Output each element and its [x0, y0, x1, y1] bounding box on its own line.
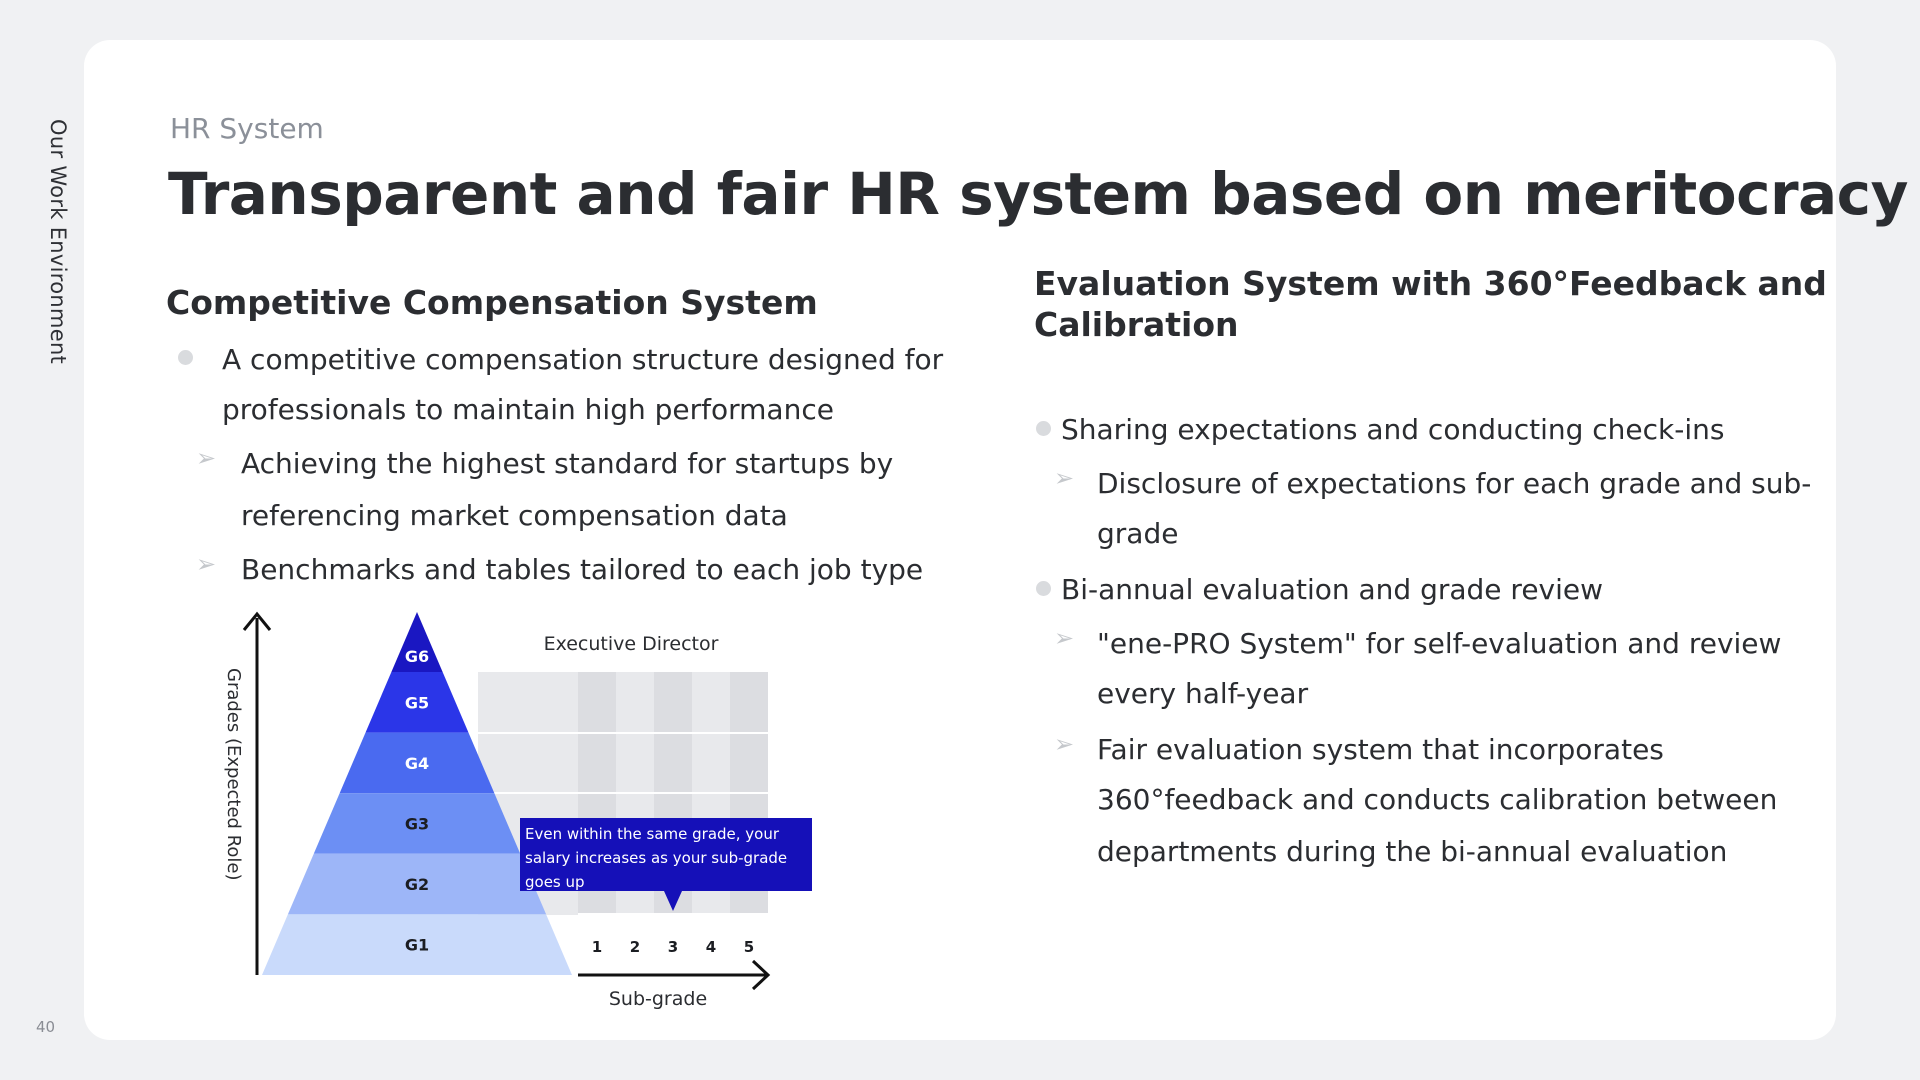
sub-bullet-arrow-icon: ➢	[1054, 464, 1075, 492]
evaluation-sub-2-line-2: every half-year	[1097, 677, 1309, 710]
sub-bullet-arrow-icon: ➢	[196, 444, 217, 472]
callout-text-line-1: Even within the same grade, your	[525, 825, 780, 843]
sidebar-section-label: Our Work Environment	[46, 119, 70, 365]
bullet-dot	[1036, 421, 1051, 436]
evaluation-heading-line-1: Evaluation System with 360°Feedback and	[1034, 264, 1827, 303]
evaluation-sub-3-line-3: departments during the bi-annual evaluation	[1097, 835, 1728, 868]
evaluation-sub-2-line-1: "ene-PRO System" for self-evaluation and review	[1097, 627, 1782, 660]
evaluation-heading	[1034, 263, 1827, 345]
bullet-dot	[178, 350, 193, 365]
evaluation-sub-3-line-2: 360°feedback and conducts calibration between	[1097, 783, 1778, 816]
compensation-bullet-1-line-2: professionals to maintain high performance	[222, 393, 834, 426]
evaluation-sub-3-line-1: Fair evaluation system that incorporates	[1097, 733, 1664, 766]
grade-label-g1: G1	[404, 935, 430, 955]
subgrade-label-3: 3	[667, 938, 679, 956]
eyebrow-label: HR System	[170, 112, 324, 145]
evaluation-heading-line-2: Calibration	[1034, 305, 1239, 344]
sub-bullet-arrow-icon: ➢	[196, 550, 217, 578]
page-title: Transparent and fair HR system based on meritocracy	[168, 160, 1908, 228]
subgrade-label-5: 5	[743, 938, 755, 956]
sub-bullet-arrow-icon: ➢	[1054, 730, 1075, 758]
evaluation-sub-1-line-1: Disclosure of expectations for each grade and sub-	[1097, 467, 1812, 500]
page-number: 40	[36, 1018, 56, 1036]
compensation-bullet-1-line-1: A competitive compensation structure designed for	[222, 343, 944, 376]
subgrade-label-4: 4	[705, 938, 717, 956]
callout-text-line-3: goes up	[525, 873, 585, 891]
compensation-sub-2-line-1: Benchmarks and tables tailored to each job type	[241, 553, 924, 586]
grade-label-g3: G3	[404, 814, 430, 834]
subgrade-label-2: 2	[629, 938, 641, 956]
x-axis-label: Sub-grade	[608, 988, 708, 1010]
grade-label-g4: G4	[404, 753, 430, 773]
bullet-dot	[1036, 581, 1051, 596]
evaluation-bullet-2: Bi-annual evaluation and grade review	[1061, 573, 1604, 606]
grade-label-g6: G6	[404, 647, 430, 666]
callout-text-line-2: salary increases as your sub-grade	[525, 849, 788, 867]
executive-director-label: Executive Director	[543, 633, 719, 655]
compensation-sub-1-line-2: referencing market compensation data	[241, 499, 788, 532]
compensation-sub-1-line-1: Achieving the highest standard for startups by	[241, 447, 894, 480]
grade-label-g5: G5	[404, 693, 430, 713]
sub-bullet-arrow-icon: ➢	[1054, 624, 1075, 652]
subgrade-labels	[592, 938, 754, 956]
grade-diagram	[200, 600, 820, 1020]
y-axis-label: Grades (Expected Role)	[223, 668, 244, 881]
evaluation-sub-1-line-2: grade	[1097, 517, 1179, 550]
subgrade-label-1: 1	[591, 938, 603, 956]
compensation-heading: Competitive Compensation System	[166, 283, 818, 322]
grade-label-g2: G2	[404, 875, 430, 895]
evaluation-bullet-1: Sharing expectations and conducting check-ins	[1061, 413, 1725, 446]
